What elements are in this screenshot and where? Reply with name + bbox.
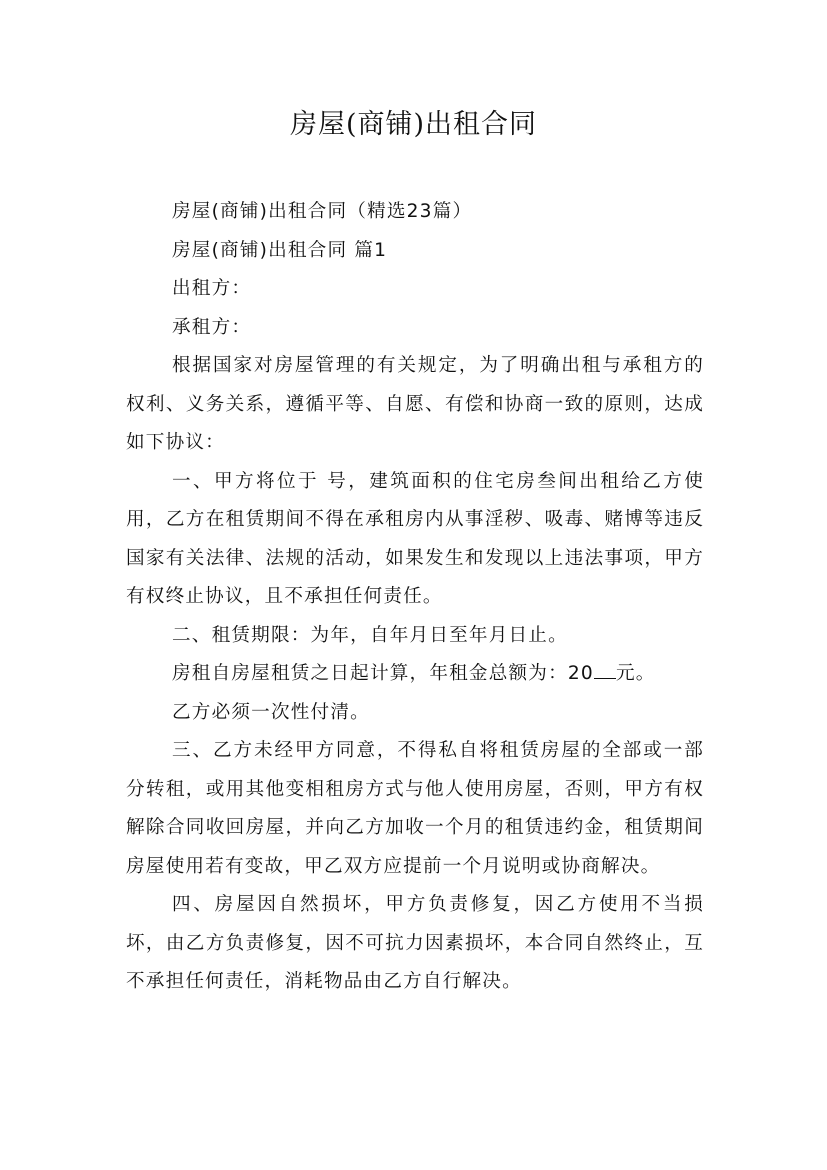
rent-text: 房租自房屋租赁之日起计算，年租金总额为：20 <box>172 663 594 684</box>
paragraph-section-heading: 房屋(商铺)出租合同 篇1 <box>172 239 388 261</box>
rent-unit: 元。 <box>615 663 656 684</box>
paragraph-clause-1: 一、甲方将位于 号，建筑面积的住宅房叁间出租给乙方使用，乙方在租赁期间不得在承租房内从事淫秽、吸毒、赌博等违反国家有关法律、法规的活动，如果发生和发现以上违法事项，甲方有权终止协议，且不承担任何责任。 <box>126 470 704 607</box>
paragraph-clause-3: 三、乙方未经甲方同意，不得私自将租赁房屋的全部或一部分转租，或用其他变相租房方式与他人使用房屋，否则，甲方有权解除合同收回房屋，并向乙方加收一个月的租赁违约金，租赁期间房屋使用若有变故，甲乙双方应提前一个月说明或协商解决。 <box>126 740 704 877</box>
paragraph-rent <box>126 655 704 694</box>
paragraph-lessee: 承租方： <box>172 316 252 338</box>
paragraph-clause-2: 二、租赁期限：为年，自年月日至年月日止。 <box>172 624 568 646</box>
paragraph-collection-title: 房屋(商铺)出租合同（精选23篇） <box>172 201 473 222</box>
paragraph-clause-4: 四、房屋因自然损坏，甲方负责修复，因乙方使用不当损坏，由乙方负责修复，因不可抗力因素损坏，本合同自然终止，互不承担任何责任，消耗物品由乙方自行解决。 <box>126 894 704 992</box>
document-body <box>126 193 704 1002</box>
paragraph-preamble: 根据国家对房屋管理的有关规定，为了明确出租与承租方的权利、义务关系，遵循平等、自愿、有偿和协商一致的原则，达成如下协议： <box>126 355 704 453</box>
paragraph-payment: 乙方必须一次性付清。 <box>172 701 370 723</box>
document-title: 房屋(商铺)出租合同 <box>289 109 538 140</box>
paragraph-lessor: 出租方： <box>172 278 252 299</box>
rent-blank-underline <box>594 660 616 679</box>
